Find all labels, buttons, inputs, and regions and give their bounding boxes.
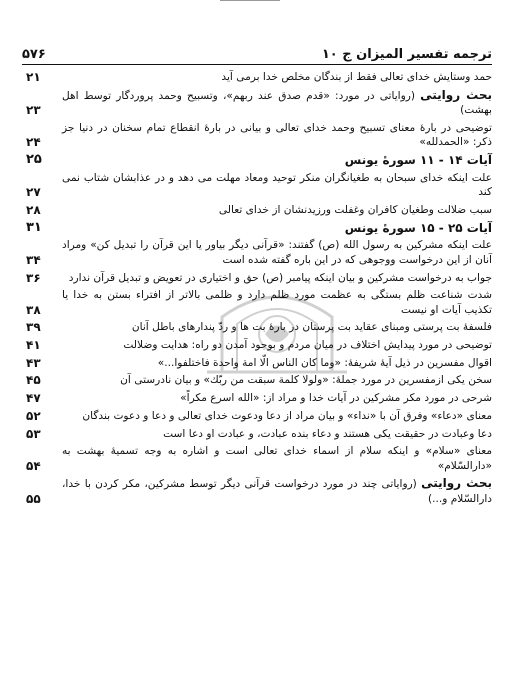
running-title: ترجمه تفسیر المیزان ج ۱۰ [321,47,492,62]
page-number: ۵۷۶ [22,47,46,62]
entry-page-number: ۳۶ [26,270,41,285]
header-rule [22,64,492,65]
entry-page-number: ۲۸ [26,202,41,217]
toc-entry [22,356,492,371]
toc-entry [22,238,492,267]
entry-title [62,427,492,442]
entry-title [62,476,492,506]
entry-title [62,221,492,236]
entry-title [62,271,492,286]
entry-page-number: ۲۳ [26,103,41,118]
entry-title [62,373,492,388]
entry-text: شرحی در مورد مکر مشرکین در آیات خدا و مراد از: «الله اسرع مکراً» [180,392,492,405]
entry-text: (روایاتی چند در مورد درخواست قرآنی دیگر توسط مشرکین، مکر کردن با خدا، دارالسّلام و...) [62,478,492,505]
entry-page-number: ۴۱ [26,338,41,353]
toc-entry [22,70,492,85]
entry-title [62,238,492,267]
entry-page-number: ۲۵ [26,152,42,168]
toc-entry [22,391,492,406]
entry-page-number: ۳۴ [26,252,41,267]
entry-text: (روایاتی در مورد: «قدم صدق عند ربهم»، وتسبیح وحمد پروردگار توسط اهل بهشت) [62,89,492,117]
toc-entry [22,171,492,200]
entry-text: سبب ضلالت وطغیان کافران وغفلت ورزیدنشان از خدای تعالی [218,203,492,216]
entry-page-number: ۴۳ [26,355,41,370]
entry-text: حمد وستایش خدای تعالی فقط از بندگان مخلص خدا برمی آید [221,71,492,83]
entry-text: دعا وعبادت در حقیقت یکی هستند و دعاء بنده عبادت، و عبادت او دعا است [163,427,492,440]
toc-entry [22,88,492,118]
entry-text: سخن یکی ازمفسرین در مورد جملهٔ: «ولولا کلمة سبقت من ربّك» و بیان نادرستی آن [120,374,492,387]
entry-title [62,121,492,150]
entry-page-number: ۲۷ [26,185,41,200]
page-header [22,40,492,62]
entry-page-number: ۵۵ [26,491,41,506]
entry-title [62,153,492,168]
entry-text: توضیحی در مورد پیدایش اختلاف در میان مردم و بوجود آمدن دو راه: هدایت وضلالت [123,339,492,352]
toc-entry [22,476,492,506]
entry-title [62,203,492,218]
entry-text: شدت شناعت ظلم بستگی به عظمت مورد ظلم دارد و ظلمی بالاتر از افتراء بستن به خدا یا تکذیب آیات او نیست [62,289,492,316]
entry-title [62,320,492,335]
entry-page-number: ۲۱ [26,70,41,84]
entry-title [62,171,492,200]
entry-text: جواب به درخواست مشرکین و بیان اینکه پیامبر (ص) حق و اختیاری در تعویض و تبدیل قرآن ندارد [68,271,492,284]
entry-text: آیات ۲۵ - ۱۵ سورهٔ یونس [344,220,492,235]
toc-entry [22,373,492,388]
entry-title [62,70,492,85]
entry-page-number: ۴۵ [26,373,41,388]
toc-entry [22,427,492,442]
entry-title [62,88,492,118]
entry-page-number: ۵۴ [26,458,41,473]
toc-entry [22,203,492,218]
entry-text: معنای «سلام» و اینکه سلام از اسماء خدای تعالی است و اشاره به وجه تسمیهٔ بهشت به «دارالسّلام» [62,445,492,472]
toc-entry [22,271,492,286]
entry-text: معنای «دعاء» وفرق آن با «نداء» و بیان مراد از دعا ودعوت خدای تعالی و دعا و دعوت بندگان [82,409,492,422]
entry-page-number: ۳۱ [26,219,42,235]
entry-page-number: ۳۹ [26,320,41,335]
entry-page-number: ۴۷ [26,391,41,406]
document-page [22,0,492,675]
section-heading [22,153,492,168]
entry-title [62,409,492,424]
entry-page-number: ۵۲ [26,408,41,423]
entry-text: توضیحی در بارهٔ معنای تسبیح وحمد خدای تعالی و بیانی در بارهٔ انقطاع تمام سخنان در دنیا جز ذکر: «الحمدلله» [62,121,492,149]
entry-text: اقوال مفسرین در ذیل آیهٔ شریفهٔ: «وما کان الناس الّا امة واحدة فاختلفوا...» [157,356,492,369]
entry-title [62,444,492,473]
entry-page-number: ۲۴ [26,135,41,150]
entry-text: فلسفهٔ بت پرستی ومبنای عقاید بت پرستان در بارهٔ بت ها و ردّ پندارهای باطل آنان [131,321,492,334]
entry-text: علت اینکه مشرکین به رسول الله (ص) گفتند: «قرآنی دیگر بیاور یا این قرآن را تبدیل کن» ومراد آنان از این درخواست ووجوهی که در این باره گفته شده است [62,239,492,266]
entry-lead: بحث روایتی [420,87,492,102]
toc-entry [22,320,492,335]
entry-title [62,391,492,406]
entry-title [62,288,492,317]
entry-text: آیات ۱۴ - ۱۱ سورهٔ یونس [344,153,492,168]
toc-entry [22,409,492,424]
entry-lead: بحث روایتی [421,476,492,491]
entry-page-number: ۳۸ [26,302,41,317]
toc-entry [22,121,492,150]
entry-title [62,356,492,371]
table-of-contents [22,70,492,506]
entry-text: علت اینکه خدای سبحان به طغیانگران منکر توحید ومعاد مهلت می دهد و در عذابشان شتاب نمی کند [62,171,492,199]
toc-entry [22,288,492,317]
entry-title [62,338,492,353]
entry-page-number: ۵۳ [26,426,41,441]
section-heading [22,221,492,236]
toc-entry [22,338,492,353]
toc-entry [22,444,492,473]
